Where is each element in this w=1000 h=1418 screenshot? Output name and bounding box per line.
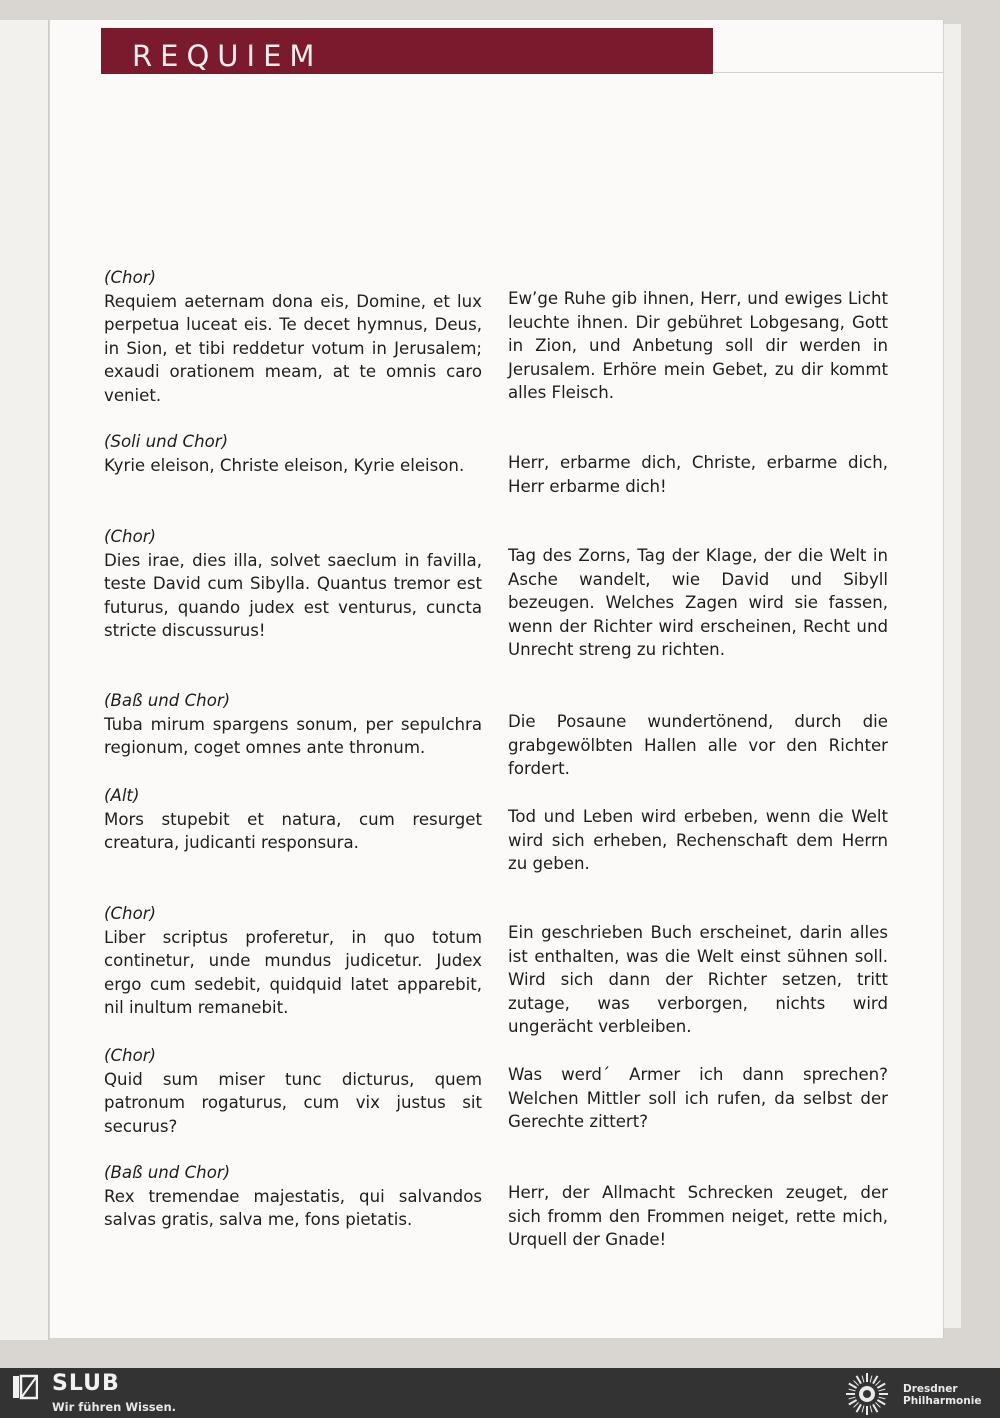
latin-text: Requiem aeternam dona eis, Domine, et lux perpetua luceat eis. Te decet hymnus, Deus, in Sion, et tibi reddetur votum in Jerusalem; exaudi orationem meam, at te omnis caro veniet. — [104, 291, 482, 405]
page-stack-edge — [943, 24, 961, 1328]
partner-name-line-1: Dresdner — [903, 1383, 958, 1395]
latin-stanza — [104, 525, 482, 643]
latin-stanza — [104, 784, 482, 855]
german-stanza: Tod und Leben wird erbeben, wenn die Welt wird sich erheben, Rechenschaft dem Herrn zu geben. — [508, 807, 888, 873]
german-stanza: Herr, der Allmacht Schrecken zeuget, der sich fromm den Frommen neiget, rette mich, Urquell der Gnade! — [508, 1183, 888, 1249]
facing-page-edge — [0, 20, 49, 1340]
voice-label: (Chor) — [104, 527, 157, 546]
latin-stanza — [104, 430, 482, 477]
latin-text: Tuba mirum spargens sonum, per sepulchra regionum, coget omnes ante thronum. — [104, 714, 482, 757]
voice-label: (Chor) — [104, 904, 157, 923]
german-stanza: Tag des Zorns, Tag der Klage, der die Welt in Asche wandelt, wie David und Sibyll bezeugen. Welches Zagen wird sie fassen, wenn der Richter wird erscheinen, Recht und Unrecht streng zu richten. — [508, 546, 888, 659]
latin-stanza — [104, 1161, 482, 1232]
latin-text: Rex tremendae majestatis, qui salvandos salvas gratis, salva me, fons pietatis. — [104, 1186, 482, 1229]
latin-stanza — [104, 266, 482, 407]
slub-logo-icon — [12, 1374, 38, 1400]
voice-label: (Baß und Chor) — [104, 1163, 231, 1182]
page-title: REQUIEM — [132, 39, 323, 73]
voice-label: (Chor) — [104, 1046, 157, 1065]
partner-name-line-2: Philharmonie — [903, 1395, 982, 1407]
latin-text: Dies irae, dies illa, solvet saeclum in favilla, teste David cum Sibylla. Quantus tremor est futurus, quando judex est venturus, cuncta stricte discussurus! — [104, 550, 482, 640]
latin-stanza — [104, 689, 482, 760]
dresdner-philharmonie-logo-icon — [842, 1371, 892, 1417]
dresdner-philharmonie-wordmark — [903, 1383, 981, 1407]
slub-wordmark: SLUB — [52, 1371, 120, 1396]
german-stanza: Die Posaune wundertönend, durch die grabgewölbten Hallen alle vor den Richter fordert. — [508, 712, 888, 778]
german-stanza: Was werd´ Armer ich dann sprechen? Welchen Mittler soll ich rufen, da selbst der Gerechte zittert? — [508, 1065, 888, 1131]
german-stanza: Ein geschrieben Buch erscheinet, darin alles ist enthalten, was die Welt einst sühnen soll. Wird sich dann der Richter setzen, tritt zutage, was verborgen, nichts wird ungerächt verbleiben. — [508, 923, 888, 1036]
voice-label: (Chor) — [104, 268, 157, 287]
german-stanza: Ew’ge Ruhe gib ihnen, Herr, und ewiges Licht leuchte ihnen. Dir gebühret Lobgesang, Gott in Zion, und Anbetung soll dir werden in Jerusalem. Erhöre mein Gebet, zu dir kommt alles Fleisch. — [508, 289, 888, 402]
latin-text: Kyrie eleison, Christe eleison, Kyrie eleison. — [104, 455, 465, 475]
german-stanza: Herr, erbarme dich, Christe, erbarme dich, Herr erbarme dich! — [508, 453, 888, 496]
voice-label: (Alt) — [104, 786, 140, 805]
latin-text: Quid sum miser tunc dicturus, quem patronum rogaturus, cum vix justus sit securus? — [104, 1069, 482, 1136]
voice-label: (Soli und Chor) — [104, 432, 229, 451]
latin-text: Liber scriptus proferetur, in quo totum continetur, unde mundus judicetur. Judex ergo cum sedebit, quidquid latet apparebit, nil inultum remanebit. — [104, 927, 482, 1017]
latin-stanza — [104, 1044, 482, 1138]
slub-tagline: Wir führen Wissen. — [52, 1400, 177, 1414]
voice-label: (Baß und Chor) — [104, 691, 231, 710]
document-page — [50, 20, 943, 1338]
latin-stanza — [104, 902, 482, 1020]
latin-text: Mors stupebit et natura, cum resurget creatura, judicanti responsura. — [104, 809, 482, 852]
header-rule — [713, 72, 943, 73]
